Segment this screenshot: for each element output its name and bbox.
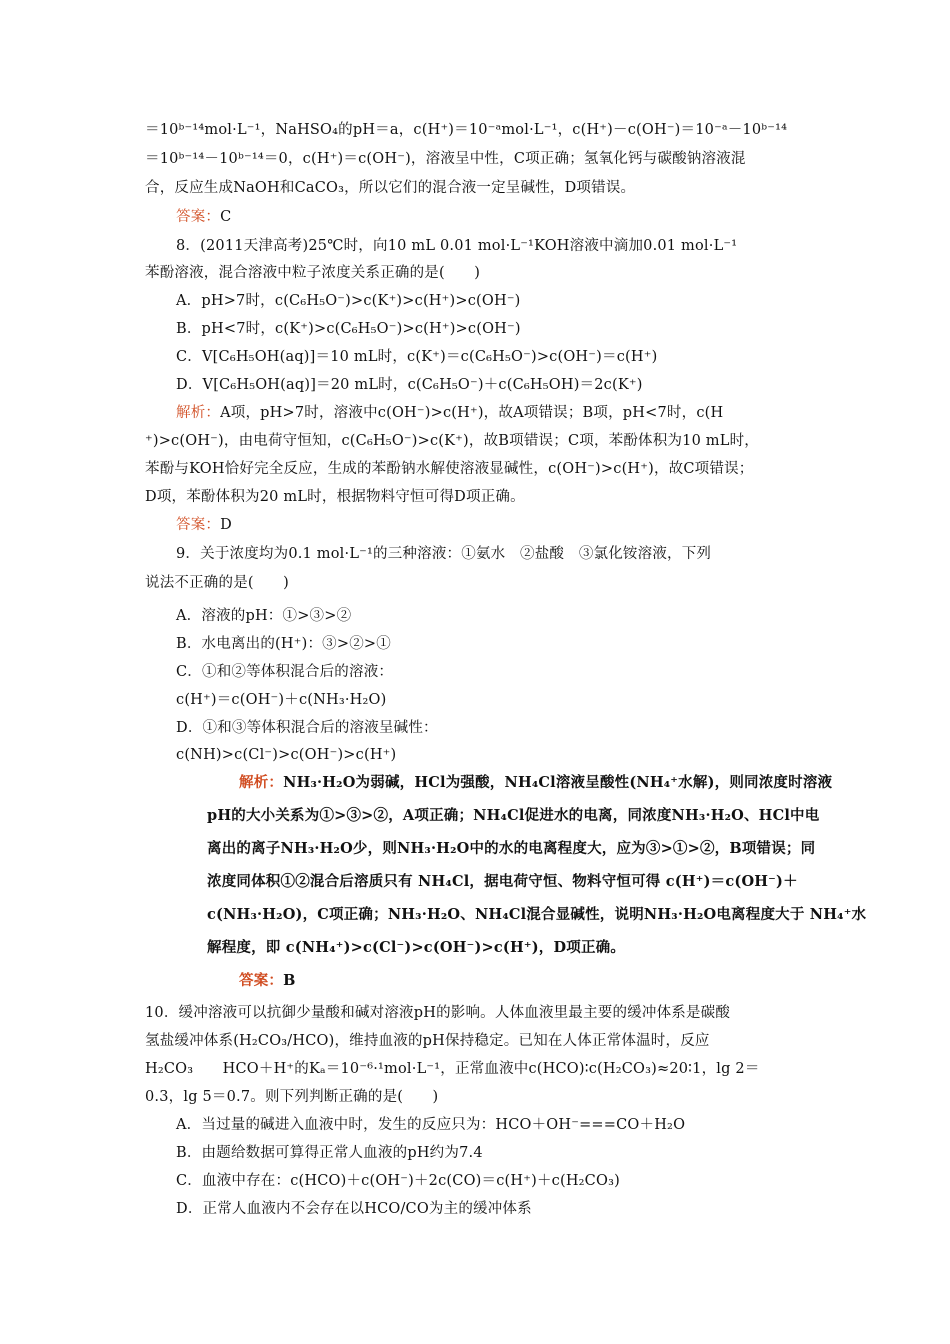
- text-line: ⁺)>c(OH⁻)，由电荷守恒知，c(C₆H₅O⁻)>c(K⁺)，故B项错误；C项，苯酚体积为10 mL时，: [145, 433, 759, 449]
- text-line: 苯酚溶液，混合溶液中粒子浓度关系正确的是( ): [145, 265, 481, 281]
- option-b: B．pH<7时，c(K⁺)>c(C₆H₅O⁻)>c(H⁺)>c(OH⁻): [176, 321, 521, 337]
- text-line: 说法不正确的是( ): [145, 575, 290, 591]
- option-c: C．①和②等体积混合后的溶液：: [176, 664, 394, 680]
- option-c: C．V[C₆H₅OH(aq)]＝10 mL时，c(K⁺)＝c(C₆H₅O⁻)>c(OH⁻)＝c(H⁺): [176, 349, 658, 365]
- option-d: D．正常人血液内不会存在以HCO/CO为主的缓冲体系: [176, 1201, 532, 1217]
- answer-line: [176, 515, 846, 535]
- question-9-stem: 9．关于浓度均为0.1 mol·L⁻¹的三种溶液：①氨水 ②盐酸 ③氯化铵溶液，下列: [176, 546, 712, 562]
- option-d: D．V[C₆H₅OH(aq)]＝20 mL时，c(C₆H₅O⁻)＋c(C₆H₅OH)＝2c(K⁺): [176, 377, 643, 393]
- text-line: 解程度，即 c(NH₄⁺)>c(Cl⁻)>c(OH⁻)>c(H⁺)，D项正确。: [207, 939, 626, 956]
- analysis-text: NH₃·H₂O为弱碱，HCl为强酸，NH₄Cl溶液呈酸性(NH₄⁺水解)，则同浓度时溶液: [283, 774, 833, 791]
- text-line: 苯酚与KOH恰好完全反应，生成的苯酚钠水解使溶液显碱性，c(OH⁻)>c(H⁺)，故C项错误；: [145, 461, 754, 477]
- answer-line: [176, 207, 846, 227]
- answer-value: C: [220, 209, 232, 225]
- text-line: ＝10ᵇ⁻¹⁴－10ᵇ⁻¹⁴＝0，c(H⁺)＝c(OH⁻)，溶液呈中性，C项正确；氢氧化钙与碳酸钠溶液混: [145, 151, 746, 167]
- analysis-line: [207, 773, 869, 793]
- text-line: 合，反应生成NaOH和CaCO₃，所以它们的混合液一定呈碱性，D项错误。: [145, 180, 636, 196]
- answer-label: 答案：: [176, 517, 221, 533]
- answer-value: D: [220, 517, 232, 533]
- option-a: A．当过量的碱进入血液中时，发生的反应只为：HCO＋OH⁻===CO＋H₂O: [176, 1117, 686, 1133]
- answer-label: 答案：: [239, 972, 284, 989]
- option-b: B．由题给数据可算得正常人血液的pH约为7.4: [176, 1145, 483, 1161]
- option-c: C．血液中存在：c(HCO)＋c(OH⁻)＋2c(CO)＝c(H⁺)＋c(H₂CO₃): [176, 1173, 620, 1189]
- answer-line: [207, 971, 869, 991]
- analysis-label: 解析：: [239, 774, 284, 791]
- option-a: A．溶液的pH：①>③>②: [176, 608, 352, 624]
- text-line: D项，苯酚体积为20 mL时，根据物料守恒可得D项正确。: [145, 489, 525, 505]
- answer-label: 答案：: [176, 209, 221, 225]
- question-10-stem: 10．缓冲溶液可以抗御少量酸和碱对溶液pH的影响。人体血液里最主要的缓冲体系是碳酸: [145, 1005, 731, 1021]
- analysis-text: A项，pH>7时，溶液中c(OH⁻)>c(H⁺)，故A项错误；B项，pH<7时，c(H: [220, 405, 724, 421]
- text-line: 0.3，lg 5＝0.7。则下列判断正确的是( ): [145, 1089, 439, 1105]
- analysis-label: 解析：: [176, 405, 221, 421]
- answer-value: B: [283, 972, 296, 989]
- text-line: ＝10ᵇ⁻¹⁴mol·L⁻¹，NaHSO₄的pH＝a，c(H⁺)＝10⁻ᵃmol·L⁻¹，c(H⁺)－c(OH⁻)＝10⁻ᵃ－10ᵇ⁻¹⁴: [145, 122, 788, 138]
- text-line: c(NH₃·H₂O)，C项正确；NH₃·H₂O、NH₄Cl混合显碱性，说明NH₃·H₂O电离程度大于 NH₄⁺水: [207, 906, 867, 923]
- question-8-stem: 8．(2011天津高考)25℃时，向10 mL 0.01 mol·L⁻¹KOH溶液中滴加0.01 mol·L⁻¹: [176, 238, 738, 254]
- option-d: D．①和③等体积混合后的溶液呈碱性：: [176, 720, 438, 736]
- text-line: c(NH)>c(Cl⁻)>c(OH⁻)>c(H⁺): [176, 747, 397, 763]
- text-line: pH的大小关系为①>③>②，A项正确；NH₄Cl促进水的电离，同浓度NH₃·H₂O、HCl中电: [207, 807, 820, 824]
- analysis-line: [176, 403, 846, 423]
- option-b: B．水电离出的(H⁺)：③>②>①: [176, 636, 391, 652]
- option-a: A．pH>7时，c(C₆H₅O⁻)>c(K⁺)>c(H⁺)>c(OH⁻): [176, 293, 521, 309]
- text-line: 氢盐缓冲体系(H₂CO₃/HCO)，维持血液的pH保持稳定。已知在人体正常体温时，反应: [145, 1033, 710, 1049]
- text-line: c(H⁺)＝c(OH⁻)＋c(NH₃·H₂O): [176, 692, 387, 708]
- text-line: 浓度同体积①②混合后溶质只有 NH₄Cl，据电荷守恒、物料守恒可得 c(H⁺)＝c(OH⁻)＋: [207, 873, 798, 890]
- text-line: 离出的离子NH₃·H₂O少，则NH₃·H₂O中的水的电离程度大，应为③>①>②，B项错误；同: [207, 840, 816, 857]
- text-line: H₂CO₃ HCO＋H⁺的Kₐ＝10⁻⁶·¹mol·L⁻¹，正常血液中c(HCO)∶c(H₂CO₃)≈20∶1，lg 2＝: [145, 1061, 760, 1077]
